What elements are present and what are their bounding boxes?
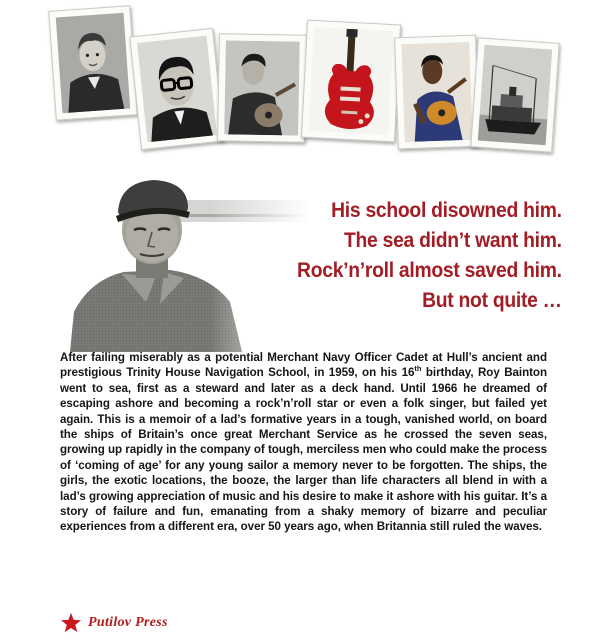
headline-line-3: Rock’n’roll almost saved him.	[297, 259, 562, 282]
guitarist-photo-icon	[224, 40, 300, 135]
headline	[297, 196, 562, 316]
rock-performer-photo-icon	[401, 42, 472, 142]
blurb-text-part-1: After failing miserably as a potential Merchant Navy Officer Cadet at Hull’s ancient and prestigious Trinity House Navigation School, in 1959, on his 16	[60, 351, 547, 380]
publisher-imprint	[60, 612, 168, 634]
headline-line-1: His school disowned him.	[331, 199, 562, 222]
blurb-ordinal-suffix: th	[414, 364, 422, 374]
photo-red-guitar	[301, 20, 401, 143]
publisher-name: Putilov Press	[88, 615, 168, 630]
photo-ship	[470, 37, 559, 152]
photo-guitarist	[217, 33, 307, 143]
blurb-text-part-2: birthday, Roy Bainton went to sea, first as a steward and later as a deck hand. Until 1966 he dreamed of escaping ashore and becoming a rock’n’roll star or even a folk singer, but failed yet again. This is a memoir of a lad’s formative years in a tough, vanished world, on board the ships of Britain’s once great Merchant Service as he crossed the seven seas, growing up rapidly in the company of tough, merciless men who could make the process of ‘coming of age’ for any young sailor a memory never to be forgotten. The ships, the girls, the exotic locations, the booze, the larger than life characters all blend in with a lad’s growing appreciation of music and his desire to make it ashore with his guitar. It’s a story of failure and fun, emanating from a shaky memory of bizarre and peculiar experiences from a different era, over 50 years ago, when Britannia still ruled the waves.	[60, 366, 547, 534]
red-star-icon	[60, 612, 82, 634]
ship-photo-icon	[478, 45, 553, 146]
headline-line-2: The sea didn’t want him.	[344, 229, 562, 252]
schoolboy-photo-icon	[56, 13, 131, 114]
photo-schoolboy	[48, 5, 137, 120]
headline-line-4: But not quite …	[422, 289, 562, 312]
photo-glasses-portrait	[129, 28, 224, 150]
red-guitar-photo-icon	[308, 27, 393, 135]
glasses-portrait-photo-icon	[137, 36, 217, 143]
book-blurb	[60, 350, 547, 535]
photo-rock-performer	[394, 35, 480, 150]
sailor-portrait-image	[60, 172, 310, 352]
